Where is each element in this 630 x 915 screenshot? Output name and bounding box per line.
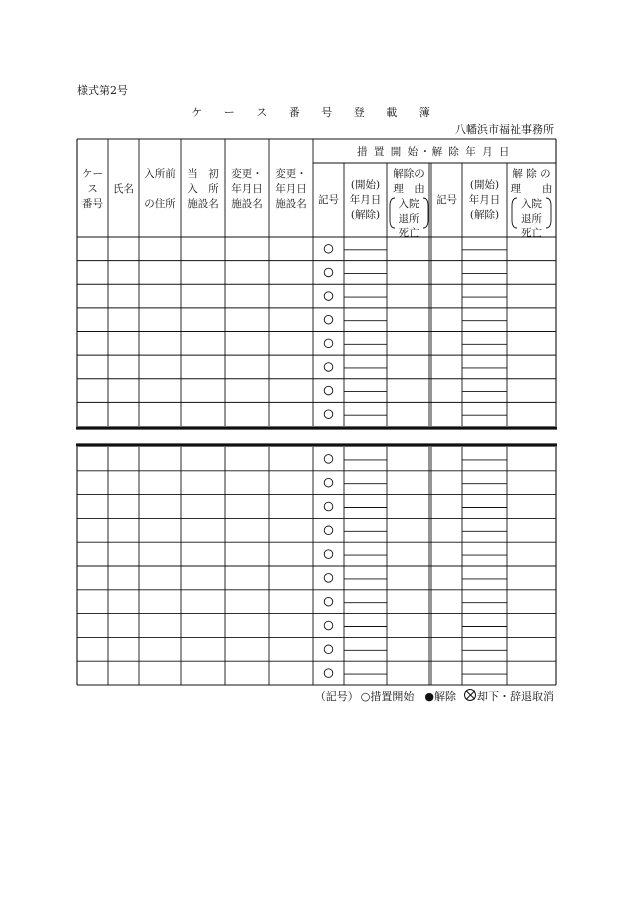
header-date-b: (解除) <box>469 209 500 221</box>
header-reason-a: 入院 <box>398 198 420 210</box>
header-reason-b: 入院 <box>521 198 542 210</box>
header-date-a: (解除) <box>350 209 381 221</box>
header-change-1: 年月日 <box>231 183 263 195</box>
row-marker-circle <box>324 502 333 511</box>
header-change-2: 変更・ <box>275 168 307 180</box>
header-measure-group: 措 置 開 始・解 除 年 月 日 <box>357 146 511 158</box>
row-marker-circle <box>324 455 333 464</box>
bracket-right-b <box>546 198 551 228</box>
header-reason-a: 退所 <box>398 213 420 225</box>
row-marker-circle <box>324 574 333 583</box>
header-symbol-a: 記号 <box>318 194 339 206</box>
legend-withdraw-label: 却下・辞退取消 <box>477 690 554 703</box>
legend-withdraw <box>464 690 554 703</box>
header-date-b: 年月日 <box>468 194 501 206</box>
header-initial-facility: 施設名 <box>187 198 219 210</box>
header-date-b: (開始) <box>469 179 500 191</box>
bracket-left-b <box>512 198 517 228</box>
row-marker-circle <box>324 645 333 654</box>
header-prev-address: の住所 <box>144 198 176 210</box>
row-marker-circle <box>324 478 333 487</box>
header-change-1: 変更・ <box>231 168 263 180</box>
header-reason-b: 理 由 <box>510 183 553 195</box>
row-marker-circle <box>324 410 333 419</box>
row-marker-circle <box>324 669 333 678</box>
symbol-legend <box>315 689 554 702</box>
legend-prefix: （記号） <box>314 690 359 703</box>
header-reason-b: 退所 <box>521 213 542 225</box>
header-reason-a: 理 由 <box>393 183 425 195</box>
bracket-right-a <box>423 198 428 228</box>
row-marker-circle <box>324 292 333 301</box>
header-change-2: 年月日 <box>275 183 307 195</box>
crossed-circle-icon <box>464 689 476 701</box>
header-date-a: (開始) <box>350 179 381 191</box>
row-marker-circle <box>324 597 333 606</box>
header-prev-address: 入所前 <box>144 168 176 180</box>
bracket-left-a <box>390 198 395 228</box>
office-name: 八幡浜市福祉事務所 <box>455 123 554 136</box>
row-marker-circle <box>324 526 333 535</box>
header-change-2: 施設名 <box>275 198 307 210</box>
legend-release: ●解除 <box>424 690 456 703</box>
row-marker-circle <box>324 268 333 277</box>
header-initial-facility: 当 初 <box>187 168 219 180</box>
row-marker-circle <box>324 550 333 559</box>
row-marker-circle <box>324 363 333 372</box>
header-case-number: ス <box>87 183 98 195</box>
header-initial-facility: 入 所 <box>187 183 219 195</box>
row-marker-circle <box>324 621 333 630</box>
row-marker-circle <box>324 386 333 395</box>
header-reason-b: 死亡 <box>521 227 542 239</box>
header-case-number: 番号 <box>82 198 103 210</box>
form-number: 様式第2号 <box>77 84 128 97</box>
header-change-1: 施設名 <box>231 198 263 210</box>
header-date-a: 年月日 <box>349 194 382 206</box>
document-title: ケ ー ス 番 号 登 載 簿 <box>191 106 439 119</box>
legend-start: ○措置開始 <box>360 690 415 703</box>
header-symbol-b: 記号 <box>436 194 457 206</box>
row-marker-circle <box>324 315 333 324</box>
header-reason-b: 解 除 の <box>512 168 551 180</box>
header-name: 氏名 <box>113 183 134 195</box>
row-marker-circle <box>324 245 333 254</box>
header-reason-a: 死亡 <box>398 227 420 239</box>
header-case-number: ケー <box>82 168 103 180</box>
row-marker-circle <box>324 339 333 348</box>
header-reason-a: 解除の <box>393 168 425 180</box>
